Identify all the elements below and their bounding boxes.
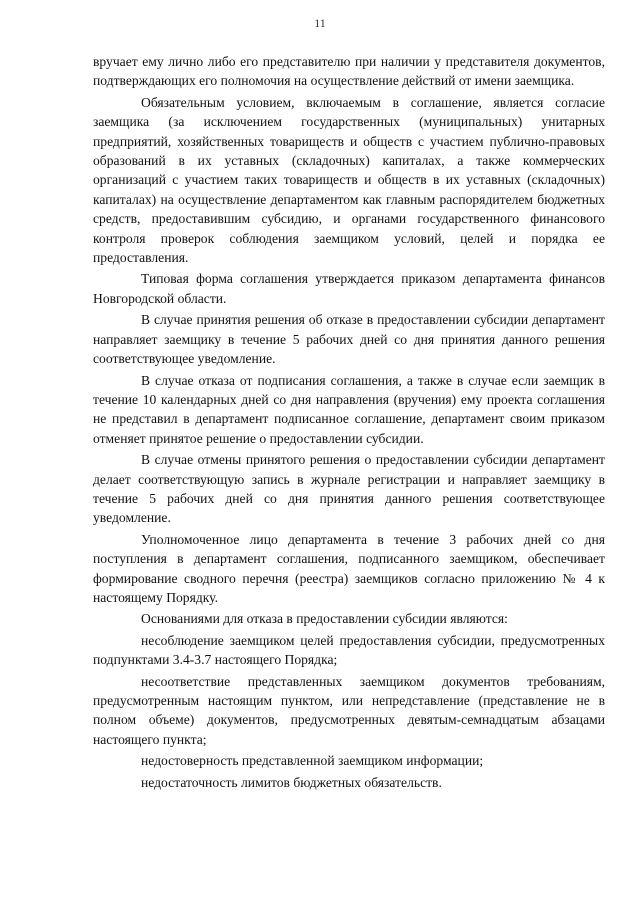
paragraph-9: несоблюдение заемщиком целей предоставления субсидии, предусмотренных подпунктами 3.4-3.7 настоящего Порядка; [93,632,605,668]
paragraph-4: В случае принятия решения об отказе в предоставлении субсидии департамент направляет заемщику в течение 5 рабочих дней со дня принятия данного решения соответствующее уведомление. [93,312,605,367]
paragraph-7: Уполномоченное лицо департамента в течение 3 рабочих дней со дня поступления в департамент соглашения, подписанного заемщиком, обеспечивает формирование сводного перечня (реестра) заемщиков согласно приложению № 4 к настоящему Порядку. [93,531,605,605]
paragraph-5: В случае отказа от подписания соглашения, а также в случае если заемщик в течение 10 календарных дней со дня направления (вручения) ему проекта соглашения не представил в департамент подписанное соглашение, департамент своим приказом отменяет принятое решение о предоставлении субсидии. [93,372,605,446]
paragraph-1: вручает ему лично либо его представителю при наличии у представителя документов, подтверждающих его полномочия на осуществление действий от имени заемщика. [93,54,605,89]
paragraph-6: В случае отмены принятого решения о предоставлении субсидии департамент делает соответствующую запись в журнале регистрации и направляет заемщику в течение 5 рабочих дней со дня принятия данного решения соответствующее уведомление. [93,452,605,526]
paragraph-3: Типовая форма соглашения утверждается приказом департамента финансов Новгородской области. [93,271,605,306]
paragraph-10: несоответствие представленных заемщиком документов требованиям, предусмотренным настоящим пунктом, или непредставление (представление не в полном объеме) документов, предусмотренных девятым-семнадцатым абзацами настоящего пункта; [93,673,605,747]
document-body [93,52,605,792]
page-number: 11 [314,16,326,30]
paragraph-8: Основаниями для отказа в предоставлении субсидии являются: [141,611,508,627]
paragraph-2: Обязательным условием, включаемым в соглашение, является согласие заемщика (за исключением государственных (муниципальных) унитарных предприятий, хозяйственных товариществ и обществ с участием публично-правовых образований в их уставных (складочных) капиталах, а также коммерческих организаций с участием таких товариществ и обществ в их уставных (складочных) капиталах) на осуществление департаментом как главным распорядителем бюджетных средств, предоставившим субсидию, и органами государственного финансового контроля проверок соблюдения заемщиком условий, целей и порядка ее предоставления. [93,94,605,266]
paragraph-11: недостоверность представленной заемщиком информации; [141,753,484,769]
paragraph-12: недостаточность лимитов бюджетных обязательств. [141,774,442,790]
